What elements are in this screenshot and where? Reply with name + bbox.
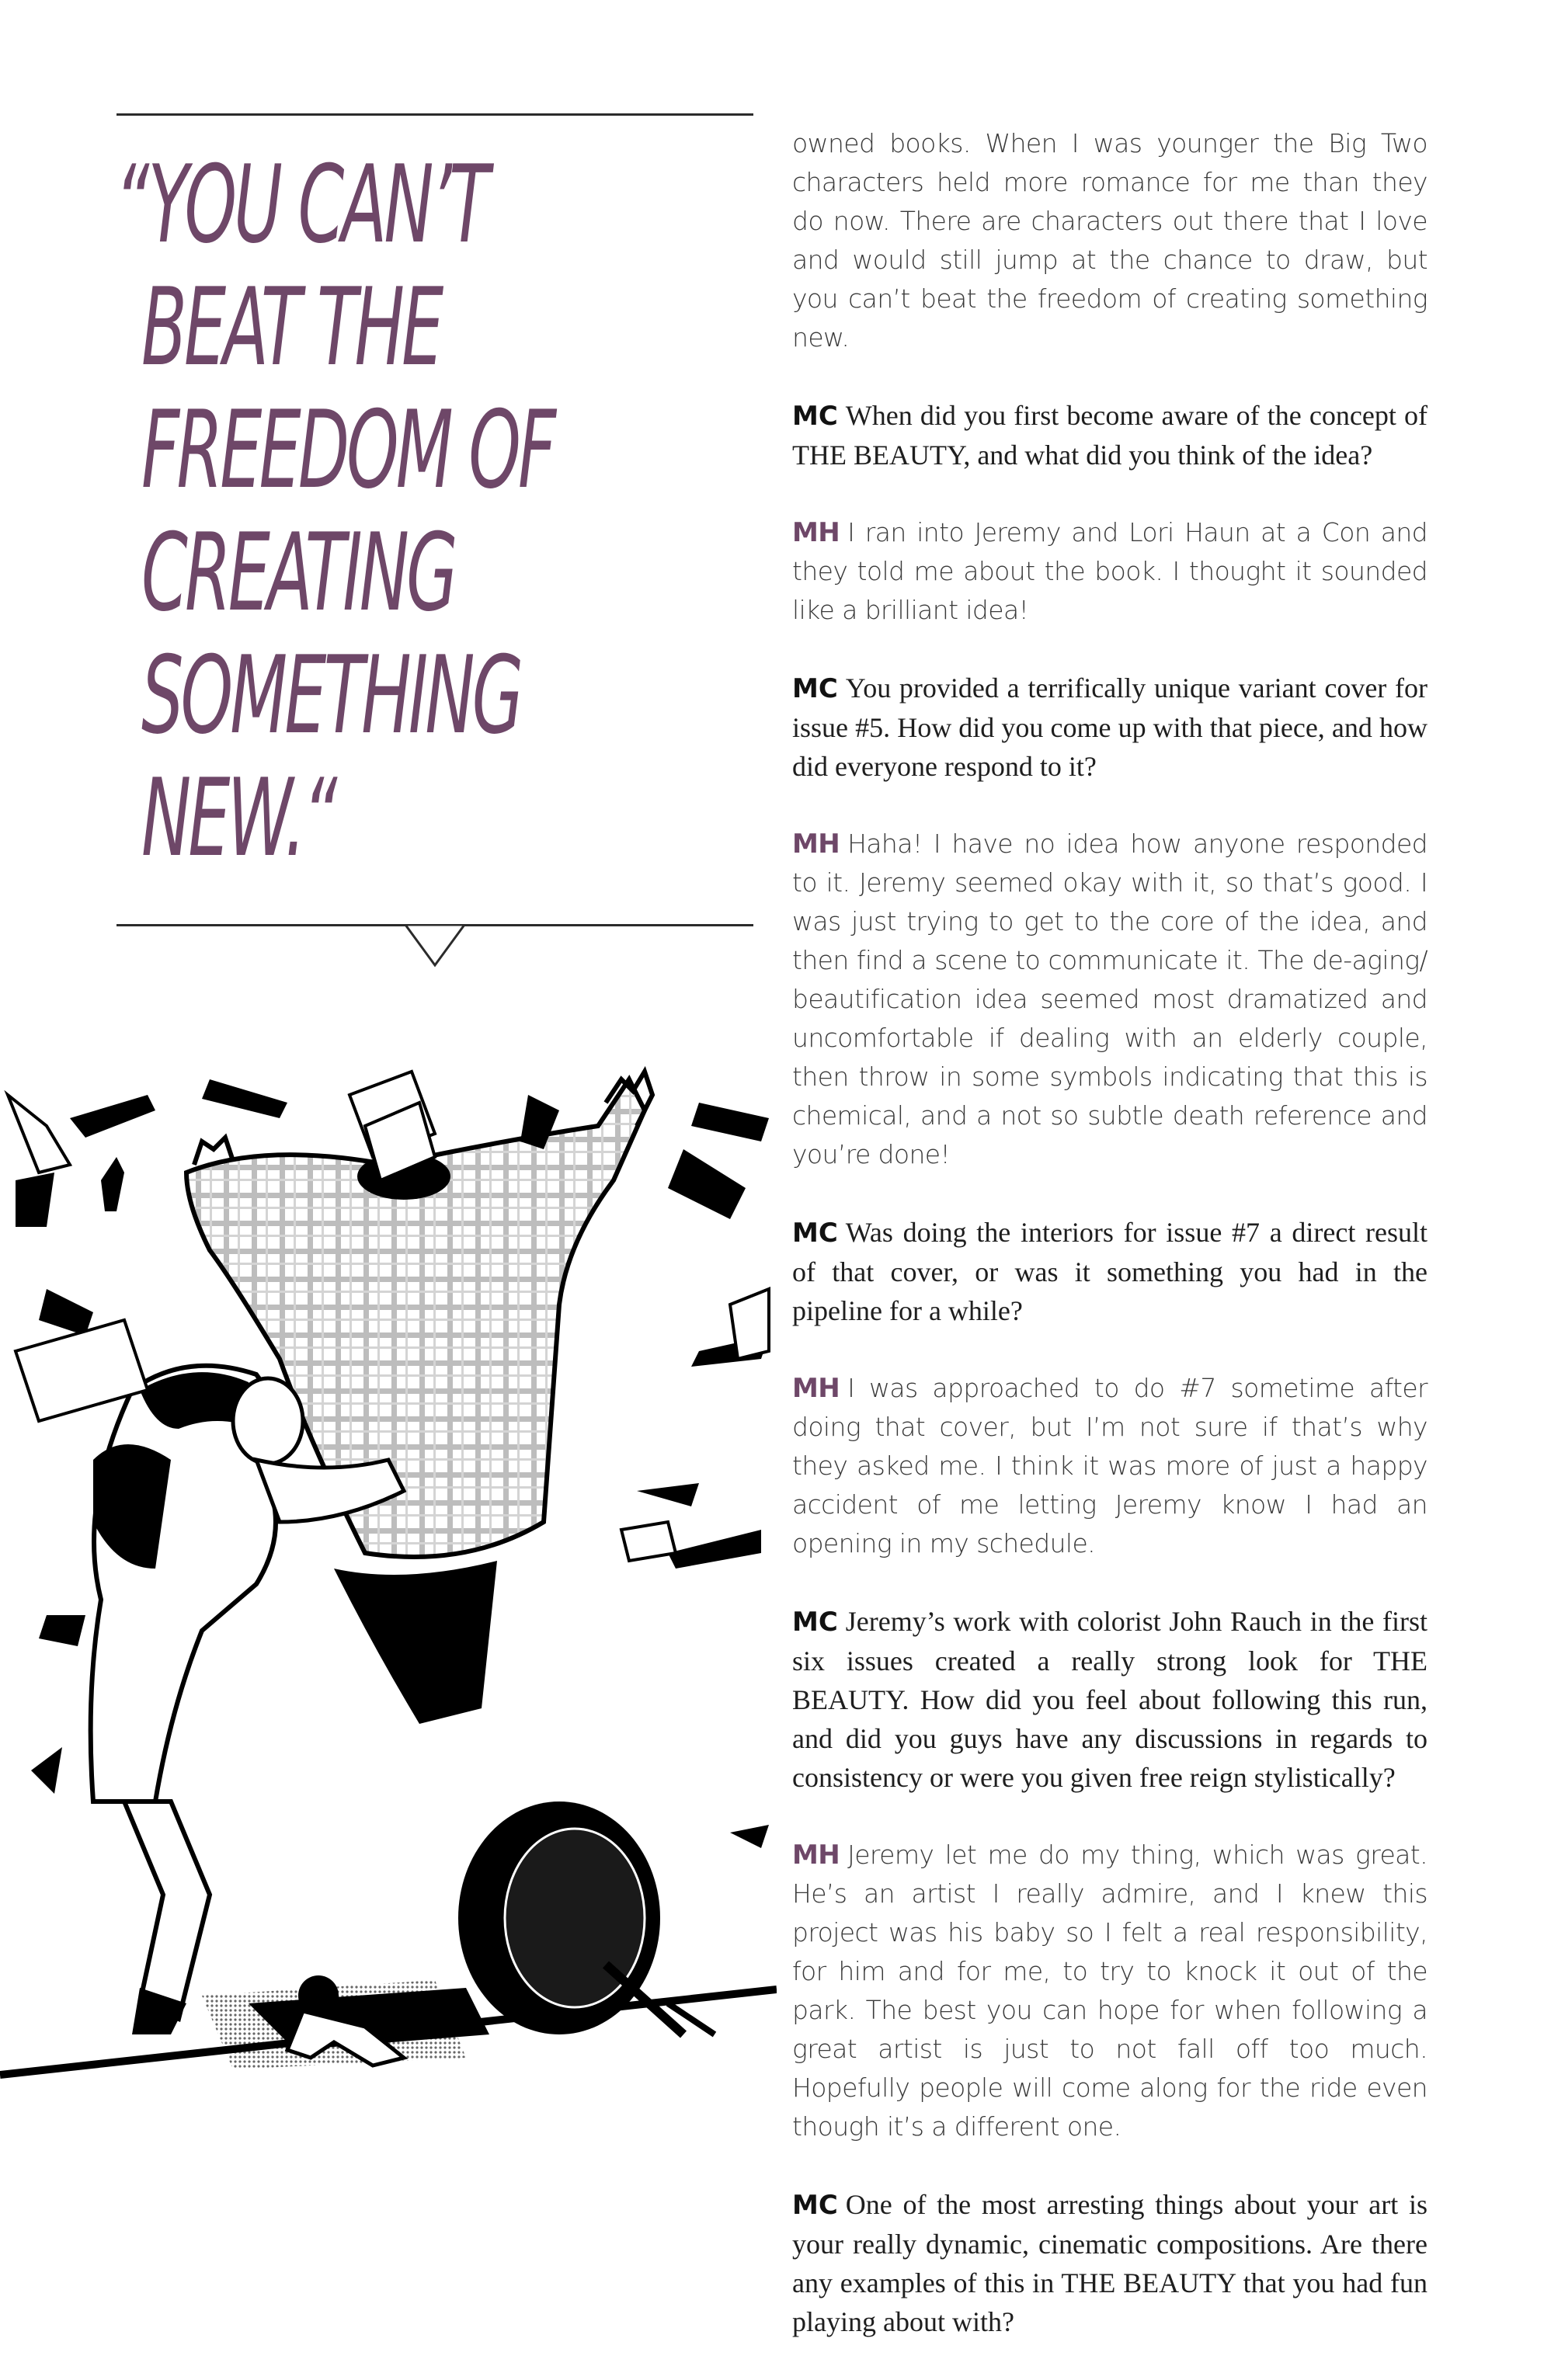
interview-question (792, 669, 1428, 786)
exchange-text: One of the most arresting things about your art is your really dynamic, cinematic compositions. Are there any examples of this in THE BEAUTY that you had fun playing about with? (792, 2189, 1428, 2337)
interview-question (792, 2185, 1428, 2341)
exchange-text: You provided a terrifically unique variant cover for issue #5. How did you come up with that piece, and how did everyone respond to it? (792, 672, 1428, 782)
interview-question (792, 396, 1428, 474)
exchange-text: Jeremy’s work with colorist John Rauch in the first six issues created a really strong look for THE BEAUTY. How did you feel about following this run, and did you guys have any discussions in regards to consistency or were you given free reign stylistically? (792, 1606, 1428, 1793)
exchange-text: When did you first become aware of the concept of THE BEAUTY, and what did you think of the idea? (792, 400, 1428, 471)
pull-quote-line: SOMETHING (141, 633, 521, 758)
interview-answer (792, 1369, 1428, 1563)
pull-quote-line: CREATING (141, 510, 455, 635)
interview-question (792, 1213, 1428, 1330)
exchange-text: Was doing the interiors for issue #7 a direct result of that cover, or was it something you had in the pipeline for a while? (792, 1217, 1428, 1326)
speaker-label: MH (792, 517, 840, 548)
speech-pointer-icon (404, 922, 466, 969)
exchange-text: I was approached to do #7 sometime after doing that cover, but I’m not sure if that’s why they asked me. I think it was more of just a happy accident of me letting Jeremy know I had an opening in my schedule. (792, 1373, 1428, 1558)
quote-divider-top (116, 113, 753, 116)
hooded-man (91, 1366, 404, 2034)
speaker-label: MH (792, 1373, 840, 1404)
pull-quote-line: “YOU CAN’T (115, 142, 487, 267)
speaker-label: MH (792, 829, 840, 860)
exchange-text: Haha! I have no idea how anyone responded to it. Jeremy seemed okay with it, so that’s good. I was just trying to get to the core of the idea, and then find a scene to communicate it. The de-aging/ beautification idea seemed most dramatized and uncomfortable if dealing with an elderly couple, then throw in some symbols indicating that this is chemical, and a not so subtle death reference and you’re done! (792, 829, 1428, 1169)
speaker-label: MC (792, 1218, 838, 1249)
pull-quote-line: BEAT THE (141, 265, 441, 390)
speaker-label: MC (792, 673, 838, 704)
pull-quote-line: FREEDOM OF (141, 387, 554, 512)
interview-answer (792, 825, 1428, 1174)
speaker-label: MC (792, 401, 838, 432)
pull-quote (115, 142, 554, 881)
comic-illustration (0, 1025, 777, 2128)
speaker-label: MH (792, 1840, 840, 1871)
speaker-label: MC (792, 1607, 838, 1638)
interview-answer (792, 513, 1428, 630)
pull-quote-line: NEW.“ (141, 756, 335, 881)
exchange-text: I ran into Jeremy and Lori Haun at a Con and they told me about the book. I thought it sounded like a brilliant idea! (792, 517, 1428, 625)
interview-answer (792, 1836, 1428, 2146)
interview-question (792, 1602, 1428, 1797)
exchange-text: Jeremy let me do my thing, which was great. He’s an artist I really admire, and I knew this project was his baby so I felt a real responsibility, for him and for me, to try to knock it out of the park. The best you can hope for when following a great artist is just to not fall off too much. Hopefully people will come along for the ride even though it’s a different one. (792, 1840, 1428, 2142)
interview-column (792, 124, 1428, 2380)
speaker-label: MC (792, 2190, 838, 2221)
interview-exchanges (792, 396, 1428, 2341)
interview-opening: owned books. When I was younger the Big Two characters held more romance for me than they do now. There are characters out there that I love and would still jump at the chance to draw, but you can’t beat the freedom of creating something new. (792, 128, 1428, 353)
